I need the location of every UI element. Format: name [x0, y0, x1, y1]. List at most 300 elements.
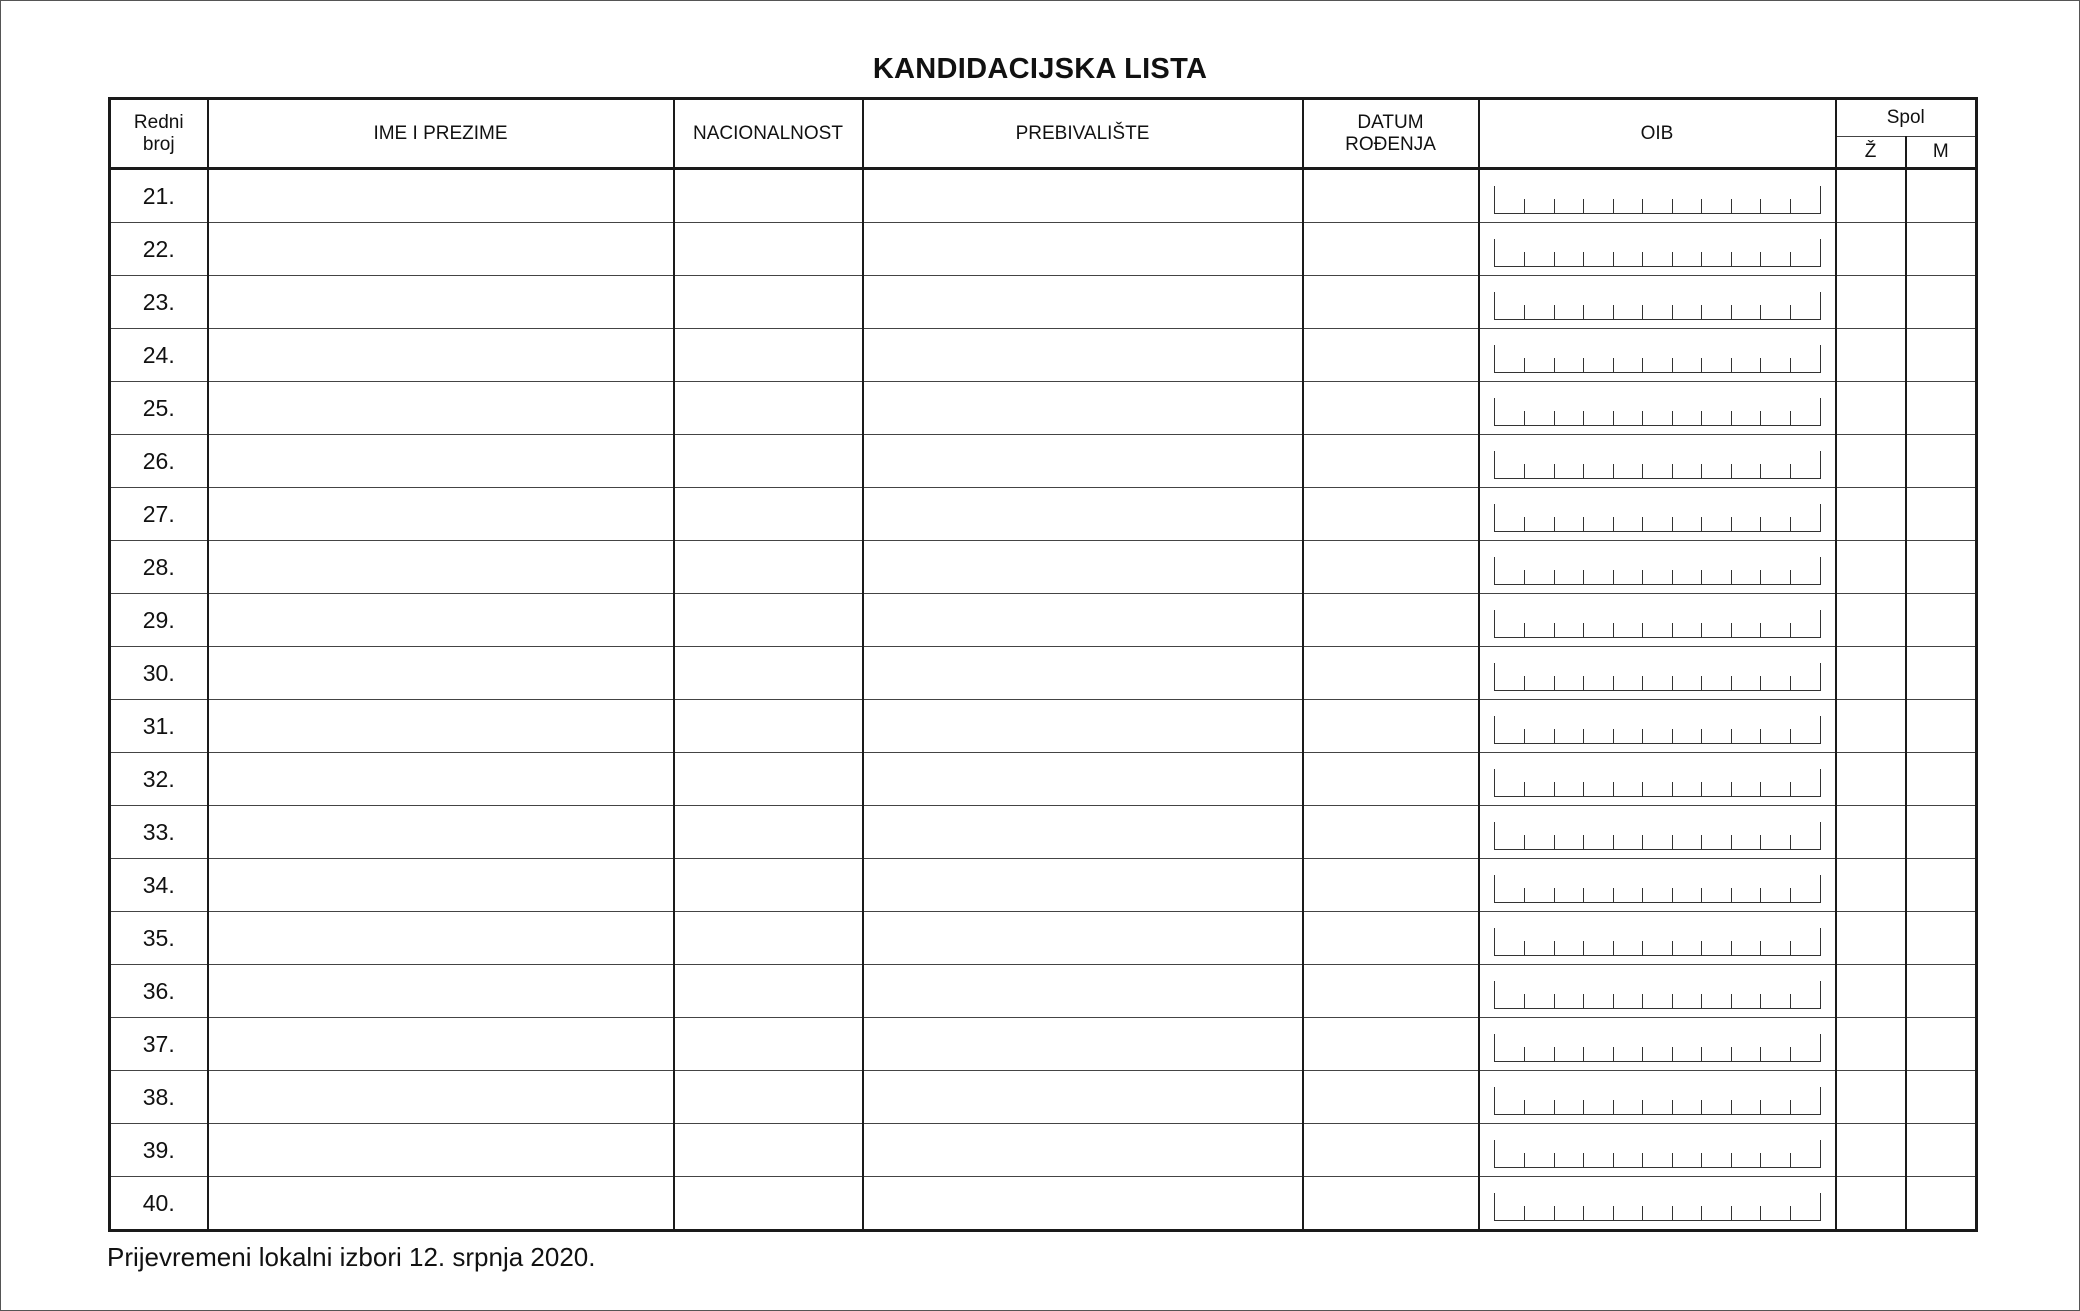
cell-prebivaliste[interactable]	[863, 169, 1303, 223]
cell-nacionalnost[interactable]	[674, 912, 863, 965]
oib-digit-boxes	[1494, 186, 1821, 214]
cell-ime-prezime[interactable]	[208, 859, 674, 912]
header-redni-line2: broj	[142, 133, 175, 155]
oib-digit-separator	[1701, 1100, 1702, 1114]
cell-ime-prezime[interactable]	[208, 488, 674, 541]
oib-digit-separator	[1701, 729, 1702, 743]
cell-oib[interactable]	[1479, 912, 1836, 965]
cell-spol-z[interactable]	[1836, 647, 1906, 700]
cell-datum-rodenja[interactable]	[1303, 1124, 1479, 1177]
oib-digit-separator	[1613, 1206, 1614, 1220]
cell-oib[interactable]	[1479, 965, 1836, 1018]
cell-spol-m[interactable]	[1906, 541, 1977, 594]
cell-datum-rodenja[interactable]	[1303, 276, 1479, 329]
oib-digit-separator	[1613, 199, 1614, 213]
cell-prebivaliste[interactable]	[863, 647, 1303, 700]
cell-nacionalnost[interactable]	[674, 435, 863, 488]
cell-ime-prezime[interactable]	[208, 1177, 674, 1231]
oib-digit-separator	[1524, 623, 1525, 637]
cell-spol-m[interactable]	[1906, 382, 1977, 435]
oib-digit-separator	[1583, 464, 1584, 478]
oib-digit-separator	[1672, 623, 1673, 637]
oib-digit-separator	[1642, 623, 1643, 637]
oib-digit-separator	[1554, 729, 1555, 743]
cell-nacionalnost[interactable]	[674, 859, 863, 912]
cell-prebivaliste[interactable]	[863, 700, 1303, 753]
oib-digit-separator	[1701, 1153, 1702, 1167]
oib-digit-separator	[1790, 676, 1791, 690]
oib-digit-separator	[1790, 888, 1791, 902]
oib-digit-separator	[1672, 1153, 1673, 1167]
header-redni-broj	[110, 99, 208, 169]
cell-nacionalnost[interactable]	[674, 647, 863, 700]
oib-digit-separator	[1642, 835, 1643, 849]
cell-spol-m[interactable]	[1906, 1018, 1977, 1071]
cell-nacionalnost[interactable]	[674, 1177, 863, 1231]
cell-oib[interactable]	[1479, 753, 1836, 806]
oib-digit-separator	[1583, 676, 1584, 690]
cell-prebivaliste[interactable]	[863, 806, 1303, 859]
cell-oib[interactable]	[1479, 329, 1836, 382]
oib-digit-boxes	[1494, 1087, 1821, 1115]
cell-ime-prezime[interactable]	[208, 329, 674, 382]
oib-digit-boxes	[1494, 1140, 1821, 1168]
header-oib: OIB	[1479, 99, 1836, 169]
cell-nacionalnost[interactable]	[674, 594, 863, 647]
cell-spol-z[interactable]	[1836, 912, 1906, 965]
cell-datum-rodenja[interactable]	[1303, 488, 1479, 541]
oib-digit-separator	[1790, 411, 1791, 425]
oib-digit-separator	[1583, 888, 1584, 902]
cell-datum-rodenja[interactable]	[1303, 435, 1479, 488]
row-number: 21.	[110, 169, 208, 223]
cell-prebivaliste[interactable]	[863, 965, 1303, 1018]
row-number: 31.	[110, 700, 208, 753]
cell-spol-z[interactable]	[1836, 753, 1906, 806]
cell-datum-rodenja[interactable]	[1303, 806, 1479, 859]
oib-digit-boxes	[1494, 398, 1821, 426]
cell-spol-m[interactable]	[1906, 594, 1977, 647]
cell-prebivaliste[interactable]	[863, 859, 1303, 912]
oib-digit-separator	[1672, 782, 1673, 796]
oib-digit-separator	[1583, 358, 1584, 372]
oib-digit-separator	[1524, 888, 1525, 902]
table-row	[110, 329, 1977, 382]
table-row	[110, 753, 1977, 806]
cell-datum-rodenja[interactable]	[1303, 753, 1479, 806]
oib-digit-separator	[1642, 729, 1643, 743]
cell-spol-m[interactable]	[1906, 859, 1977, 912]
cell-spol-z[interactable]	[1836, 965, 1906, 1018]
oib-digit-separator	[1554, 517, 1555, 531]
cell-oib[interactable]	[1479, 276, 1836, 329]
cell-oib[interactable]	[1479, 1018, 1836, 1071]
cell-nacionalnost[interactable]	[674, 806, 863, 859]
cell-oib[interactable]	[1479, 223, 1836, 276]
cell-spol-z[interactable]	[1836, 276, 1906, 329]
oib-digit-separator	[1642, 941, 1643, 955]
oib-digit-separator	[1554, 888, 1555, 902]
cell-spol-m[interactable]	[1906, 276, 1977, 329]
oib-digit-separator	[1790, 623, 1791, 637]
cell-spol-m[interactable]	[1906, 329, 1977, 382]
oib-digit-separator	[1701, 1047, 1702, 1061]
cell-oib[interactable]	[1479, 1071, 1836, 1124]
oib-digit-separator	[1790, 570, 1791, 584]
cell-oib[interactable]	[1479, 806, 1836, 859]
cell-spol-z[interactable]	[1836, 1124, 1906, 1177]
cell-nacionalnost[interactable]	[674, 488, 863, 541]
oib-digit-separator	[1672, 570, 1673, 584]
oib-digit-separator	[1524, 1153, 1525, 1167]
cell-spol-z[interactable]	[1836, 541, 1906, 594]
oib-digit-separator	[1642, 676, 1643, 690]
oib-digit-separator	[1701, 358, 1702, 372]
table-row	[110, 594, 1977, 647]
cell-spol-z[interactable]	[1836, 806, 1906, 859]
cell-ime-prezime[interactable]	[208, 1018, 674, 1071]
cell-ime-prezime[interactable]	[208, 169, 674, 223]
cell-prebivaliste[interactable]	[863, 223, 1303, 276]
oib-digit-separator	[1731, 464, 1732, 478]
header-redni-line1: Redni	[133, 111, 184, 133]
oib-digit-separator	[1613, 252, 1614, 266]
cell-prebivaliste[interactable]	[863, 1071, 1303, 1124]
cell-ime-prezime[interactable]	[208, 1071, 674, 1124]
oib-digit-separator	[1524, 358, 1525, 372]
cell-ime-prezime[interactable]	[208, 700, 674, 753]
oib-digit-boxes	[1494, 504, 1821, 532]
table-row	[110, 169, 1977, 223]
cell-datum-rodenja[interactable]	[1303, 594, 1479, 647]
oib-digit-separator	[1672, 517, 1673, 531]
cell-spol-z[interactable]	[1836, 700, 1906, 753]
header-datum-rodenja	[1303, 99, 1479, 169]
cell-oib[interactable]	[1479, 488, 1836, 541]
table-row	[110, 1018, 1977, 1071]
cell-prebivaliste[interactable]	[863, 382, 1303, 435]
oib-digit-separator	[1554, 1100, 1555, 1114]
cell-datum-rodenja[interactable]	[1303, 965, 1479, 1018]
cell-nacionalnost[interactable]	[674, 382, 863, 435]
row-number: 32.	[110, 753, 208, 806]
cell-datum-rodenja[interactable]	[1303, 169, 1479, 223]
header-datum-line1: DATUM	[1357, 111, 1424, 133]
oib-digit-separator	[1613, 358, 1614, 372]
cell-spol-m[interactable]	[1906, 1124, 1977, 1177]
oib-digit-separator	[1790, 941, 1791, 955]
oib-digit-boxes	[1494, 451, 1821, 479]
table-row	[110, 1071, 1977, 1124]
oib-digit-separator	[1790, 199, 1791, 213]
oib-digit-separator	[1672, 888, 1673, 902]
cell-spol-z[interactable]	[1836, 594, 1906, 647]
cell-ime-prezime[interactable]	[208, 435, 674, 488]
cell-datum-rodenja[interactable]	[1303, 223, 1479, 276]
row-number: 26.	[110, 435, 208, 488]
oib-digit-separator	[1790, 994, 1791, 1008]
cell-nacionalnost[interactable]	[674, 169, 863, 223]
oib-digit-separator	[1672, 464, 1673, 478]
cell-oib[interactable]	[1479, 169, 1836, 223]
cell-oib[interactable]	[1479, 859, 1836, 912]
cell-ime-prezime[interactable]	[208, 1124, 674, 1177]
header-prebivaliste: PREBIVALIŠTE	[863, 99, 1303, 169]
oib-digit-separator	[1790, 835, 1791, 849]
oib-digit-separator	[1731, 570, 1732, 584]
oib-digit-separator	[1642, 782, 1643, 796]
oib-digit-separator	[1613, 994, 1614, 1008]
cell-nacionalnost[interactable]	[674, 753, 863, 806]
cell-spol-m[interactable]	[1906, 806, 1977, 859]
oib-digit-separator	[1672, 835, 1673, 849]
oib-digit-separator	[1731, 676, 1732, 690]
oib-digit-separator	[1554, 411, 1555, 425]
header-ime-prezime: IME I PREZIME	[208, 99, 674, 169]
oib-digit-separator	[1760, 517, 1761, 531]
cell-datum-rodenja[interactable]	[1303, 1071, 1479, 1124]
cell-prebivaliste[interactable]	[863, 329, 1303, 382]
oib-digit-separator	[1731, 252, 1732, 266]
oib-digit-separator	[1790, 517, 1791, 531]
oib-digit-separator	[1642, 305, 1643, 319]
oib-digit-separator	[1583, 517, 1584, 531]
oib-digit-separator	[1554, 941, 1555, 955]
oib-digit-separator	[1642, 252, 1643, 266]
oib-digit-separator	[1731, 199, 1732, 213]
cell-prebivaliste[interactable]	[863, 276, 1303, 329]
cell-spol-m[interactable]	[1906, 912, 1977, 965]
cell-spol-z[interactable]	[1836, 382, 1906, 435]
cell-datum-rodenja[interactable]	[1303, 382, 1479, 435]
oib-digit-separator	[1554, 358, 1555, 372]
oib-digit-separator	[1642, 199, 1643, 213]
oib-digit-separator	[1583, 252, 1584, 266]
cell-datum-rodenja[interactable]	[1303, 647, 1479, 700]
row-number: 38.	[110, 1071, 208, 1124]
oib-digit-separator	[1731, 1047, 1732, 1061]
cell-oib[interactable]	[1479, 1177, 1836, 1231]
cell-oib[interactable]	[1479, 647, 1836, 700]
cell-spol-z[interactable]	[1836, 223, 1906, 276]
oib-digit-separator	[1524, 305, 1525, 319]
cell-datum-rodenja[interactable]	[1303, 329, 1479, 382]
oib-digit-separator	[1731, 623, 1732, 637]
oib-digit-separator	[1642, 1100, 1643, 1114]
oib-digit-separator	[1731, 305, 1732, 319]
oib-digit-separator	[1583, 1206, 1584, 1220]
cell-oib[interactable]	[1479, 541, 1836, 594]
oib-digit-separator	[1583, 305, 1584, 319]
row-number: 27.	[110, 488, 208, 541]
cell-datum-rodenja[interactable]	[1303, 1018, 1479, 1071]
cell-spol-m[interactable]	[1906, 435, 1977, 488]
oib-digit-separator	[1613, 517, 1614, 531]
oib-digit-boxes	[1494, 663, 1821, 691]
oib-digit-separator	[1731, 358, 1732, 372]
row-number: 30.	[110, 647, 208, 700]
cell-ime-prezime[interactable]	[208, 382, 674, 435]
cell-nacionalnost[interactable]	[674, 1018, 863, 1071]
cell-prebivaliste[interactable]	[863, 594, 1303, 647]
oib-digit-separator	[1790, 1047, 1791, 1061]
oib-digit-separator	[1642, 1047, 1643, 1061]
oib-digit-separator	[1524, 782, 1525, 796]
cell-prebivaliste[interactable]	[863, 753, 1303, 806]
oib-digit-separator	[1583, 994, 1584, 1008]
oib-digit-separator	[1701, 411, 1702, 425]
cell-spol-m[interactable]	[1906, 753, 1977, 806]
oib-digit-boxes	[1494, 1034, 1821, 1062]
row-number: 37.	[110, 1018, 208, 1071]
oib-digit-boxes	[1494, 822, 1821, 850]
cell-spol-m[interactable]	[1906, 965, 1977, 1018]
oib-digit-separator	[1760, 1206, 1761, 1220]
row-number: 23.	[110, 276, 208, 329]
cell-spol-m[interactable]	[1906, 700, 1977, 753]
oib-digit-separator	[1760, 623, 1761, 637]
cell-nacionalnost[interactable]	[674, 541, 863, 594]
cell-datum-rodenja[interactable]	[1303, 1177, 1479, 1231]
table-body	[110, 169, 1977, 1231]
cell-datum-rodenja[interactable]	[1303, 541, 1479, 594]
cell-prebivaliste[interactable]	[863, 1124, 1303, 1177]
oib-digit-separator	[1554, 676, 1555, 690]
cell-prebivaliste[interactable]	[863, 1177, 1303, 1231]
oib-digit-separator	[1554, 570, 1555, 584]
cell-spol-m[interactable]	[1906, 169, 1977, 223]
oib-digit-separator	[1554, 199, 1555, 213]
oib-digit-boxes	[1494, 716, 1821, 744]
oib-digit-separator	[1642, 1206, 1643, 1220]
cell-ime-prezime[interactable]	[208, 806, 674, 859]
oib-digit-separator	[1731, 835, 1732, 849]
oib-digit-separator	[1790, 252, 1791, 266]
cell-spol-z[interactable]	[1836, 1177, 1906, 1231]
oib-digit-separator	[1642, 517, 1643, 531]
oib-digit-separator	[1790, 729, 1791, 743]
cell-nacionalnost[interactable]	[674, 965, 863, 1018]
oib-digit-separator	[1642, 570, 1643, 584]
cell-datum-rodenja[interactable]	[1303, 700, 1479, 753]
cell-oib[interactable]	[1479, 382, 1836, 435]
cell-oib[interactable]	[1479, 594, 1836, 647]
cell-nacionalnost[interactable]	[674, 223, 863, 276]
oib-digit-separator	[1790, 1206, 1791, 1220]
cell-spol-z[interactable]	[1836, 329, 1906, 382]
oib-digit-separator	[1554, 1047, 1555, 1061]
oib-digit-separator	[1731, 888, 1732, 902]
cell-nacionalnost[interactable]	[674, 276, 863, 329]
cell-spol-z[interactable]	[1836, 169, 1906, 223]
oib-digit-separator	[1583, 729, 1584, 743]
oib-digit-separator	[1701, 517, 1702, 531]
oib-digit-boxes	[1494, 239, 1821, 267]
cell-prebivaliste[interactable]	[863, 435, 1303, 488]
row-number: 36.	[110, 965, 208, 1018]
oib-digit-separator	[1701, 676, 1702, 690]
cell-nacionalnost[interactable]	[674, 329, 863, 382]
oib-digit-separator	[1760, 1153, 1761, 1167]
cell-spol-m[interactable]	[1906, 223, 1977, 276]
cell-prebivaliste[interactable]	[863, 1018, 1303, 1071]
table-row	[110, 859, 1977, 912]
oib-digit-separator	[1642, 464, 1643, 478]
cell-nacionalnost[interactable]	[674, 1124, 863, 1177]
oib-digit-separator	[1790, 464, 1791, 478]
cell-ime-prezime[interactable]	[208, 541, 674, 594]
row-number: 25.	[110, 382, 208, 435]
header-spol-z: Ž	[1836, 137, 1906, 169]
oib-digit-separator	[1790, 782, 1791, 796]
oib-digit-separator	[1583, 570, 1584, 584]
oib-digit-separator	[1790, 358, 1791, 372]
cell-spol-z[interactable]	[1836, 1018, 1906, 1071]
oib-digit-separator	[1701, 835, 1702, 849]
oib-digit-separator	[1701, 994, 1702, 1008]
cell-ime-prezime[interactable]	[208, 647, 674, 700]
cell-prebivaliste[interactable]	[863, 488, 1303, 541]
oib-digit-separator	[1701, 1206, 1702, 1220]
cell-nacionalnost[interactable]	[674, 1071, 863, 1124]
table-row	[110, 647, 1977, 700]
oib-digit-separator	[1760, 305, 1761, 319]
oib-digit-separator	[1583, 1047, 1584, 1061]
cell-spol-m[interactable]	[1906, 1071, 1977, 1124]
oib-digit-separator	[1524, 835, 1525, 849]
table-row	[110, 912, 1977, 965]
cell-ime-prezime[interactable]	[208, 223, 674, 276]
oib-digit-separator	[1701, 199, 1702, 213]
cell-spol-m[interactable]	[1906, 488, 1977, 541]
cell-ime-prezime[interactable]	[208, 753, 674, 806]
oib-digit-separator	[1790, 1100, 1791, 1114]
cell-oib[interactable]	[1479, 435, 1836, 488]
oib-digit-separator	[1554, 305, 1555, 319]
cell-nacionalnost[interactable]	[674, 700, 863, 753]
cell-spol-m[interactable]	[1906, 1177, 1977, 1231]
cell-spol-z[interactable]	[1836, 488, 1906, 541]
cell-prebivaliste[interactable]	[863, 912, 1303, 965]
oib-digit-separator	[1760, 941, 1761, 955]
oib-digit-separator	[1672, 994, 1673, 1008]
cell-datum-rodenja[interactable]	[1303, 859, 1479, 912]
cell-ime-prezime[interactable]	[208, 276, 674, 329]
header-spol: Spol	[1836, 99, 1977, 137]
oib-digit-separator	[1760, 570, 1761, 584]
oib-digit-separator	[1583, 1100, 1584, 1114]
cell-spol-m[interactable]	[1906, 647, 1977, 700]
cell-spol-z[interactable]	[1836, 435, 1906, 488]
cell-ime-prezime[interactable]	[208, 965, 674, 1018]
row-number: 29.	[110, 594, 208, 647]
table-row	[110, 806, 1977, 859]
oib-digit-separator	[1524, 1100, 1525, 1114]
cell-ime-prezime[interactable]	[208, 594, 674, 647]
cell-datum-rodenja[interactable]	[1303, 912, 1479, 965]
cell-oib[interactable]	[1479, 1124, 1836, 1177]
oib-digit-separator	[1524, 199, 1525, 213]
row-number: 34.	[110, 859, 208, 912]
cell-oib[interactable]	[1479, 700, 1836, 753]
oib-digit-separator	[1642, 994, 1643, 1008]
oib-digit-separator	[1701, 464, 1702, 478]
cell-spol-z[interactable]	[1836, 1071, 1906, 1124]
cell-spol-z[interactable]	[1836, 859, 1906, 912]
oib-digit-separator	[1524, 252, 1525, 266]
cell-ime-prezime[interactable]	[208, 912, 674, 965]
cell-prebivaliste[interactable]	[863, 541, 1303, 594]
